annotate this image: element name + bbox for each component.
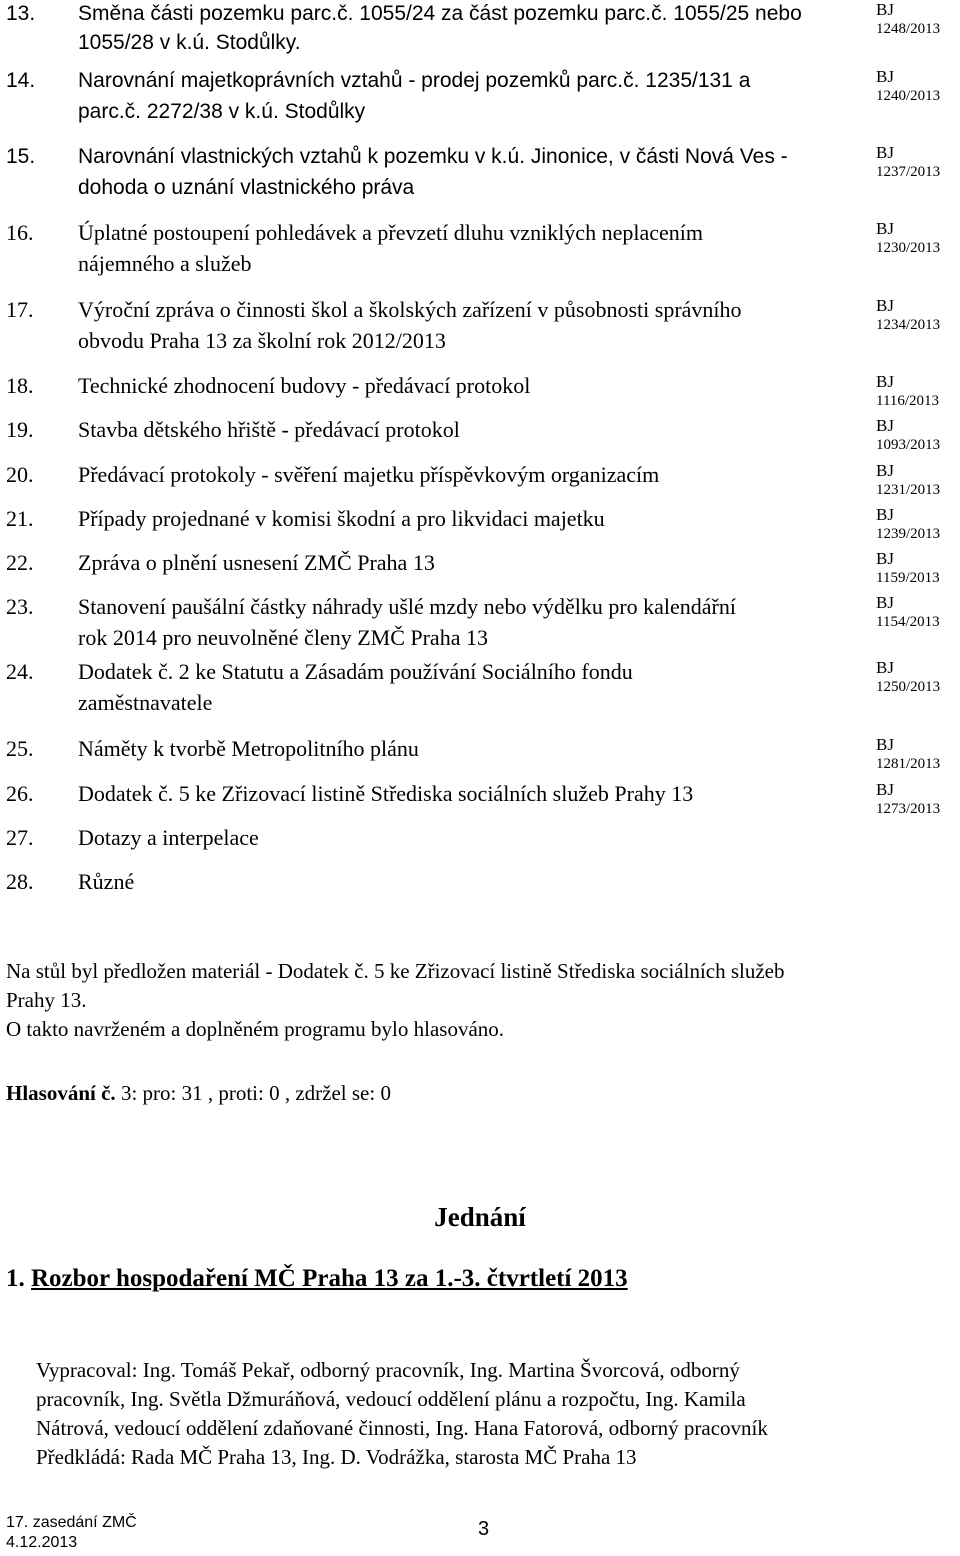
agenda-item bbox=[0, 824, 960, 850]
bj-label: BJ bbox=[876, 143, 894, 162]
bj-reference: 1239/2013 bbox=[876, 526, 941, 542]
item-number: 28. bbox=[6, 869, 34, 894]
bj-label: BJ bbox=[876, 735, 894, 754]
item-number: 21. bbox=[6, 506, 34, 531]
footer-date: 4.12.2013 bbox=[6, 1534, 78, 1551]
bj-reference: 1116/2013 bbox=[876, 393, 940, 409]
bj-label: BJ bbox=[876, 296, 894, 315]
item-number: 20. bbox=[6, 462, 34, 487]
item-number: 13. bbox=[6, 2, 36, 25]
item-number: 17. bbox=[6, 297, 34, 322]
item-number: 27. bbox=[6, 825, 34, 850]
note-line-3: O takto navrženém a doplněném programu bylo hlasováno. bbox=[6, 1017, 505, 1041]
bj-reference: 1248/2013 bbox=[876, 21, 941, 37]
bj-reference: 1240/2013 bbox=[876, 88, 941, 104]
bj-label: BJ bbox=[876, 505, 894, 524]
vote-label: Hlasování č. bbox=[6, 1081, 116, 1105]
section-number: 1. bbox=[6, 1265, 25, 1292]
bj-reference: 1231/2013 bbox=[876, 482, 941, 498]
item-text: parc.č. 2272/38 v k.ú. Stodůlky bbox=[78, 100, 366, 123]
bj-label: BJ bbox=[876, 461, 894, 480]
bj-reference: 1234/2013 bbox=[876, 317, 941, 333]
item-text: Výroční zpráva o činnosti škol a školských zařízení v působnosti správního bbox=[78, 297, 742, 322]
vote-result bbox=[6, 1079, 391, 1107]
note-line-2: Prahy 13. bbox=[6, 988, 87, 1012]
bj-label: BJ bbox=[876, 658, 894, 677]
item-number: 24. bbox=[6, 659, 34, 684]
item-number: 22. bbox=[6, 550, 34, 575]
item-number: 19. bbox=[6, 417, 34, 442]
agenda-item bbox=[0, 658, 960, 715]
bj-label: BJ bbox=[876, 780, 894, 799]
agenda-item bbox=[0, 416, 960, 453]
bj-label: BJ bbox=[876, 372, 894, 391]
item-text: Náměty k tvorbě Metropolitního plánu bbox=[78, 736, 419, 761]
agenda-item bbox=[0, 593, 960, 650]
item-text: zaměstnavatele bbox=[78, 690, 213, 715]
agenda-item bbox=[0, 219, 960, 276]
agenda-item bbox=[0, 0, 960, 54]
item-text: Předávací protokoly - svěření majetku příspěvkovým organizacím bbox=[78, 462, 660, 487]
bj-label: BJ bbox=[876, 593, 894, 612]
item-text: Dodatek č. 2 ke Statutu a Zásadám používání Sociálního fondu bbox=[78, 659, 633, 684]
bj-reference: 1154/2013 bbox=[876, 614, 940, 630]
item-number: 16. bbox=[6, 220, 34, 245]
bj-label: BJ bbox=[876, 0, 894, 19]
section-heading: Jednání bbox=[434, 1202, 526, 1232]
item-text: Stavba dětského hřiště - předávací protokol bbox=[78, 417, 460, 442]
agenda-section-title bbox=[6, 1265, 628, 1293]
footer-session: 17. zasedání ZMČ bbox=[6, 1514, 137, 1531]
bj-label: BJ bbox=[876, 67, 894, 86]
item-text: Dotazy a interpelace bbox=[78, 825, 259, 850]
authors-line-2: pracovník, Ing. Světla Džmuráňová, vedoucí oddělení plánu a rozpočtu, Ing. Kamila bbox=[36, 1387, 746, 1411]
item-number: 26. bbox=[6, 781, 34, 806]
item-number: 23. bbox=[6, 594, 34, 619]
agenda-item bbox=[0, 549, 960, 586]
item-text: Dodatek č. 5 ke Zřizovací listině Střediska sociálních služeb Prahy 13 bbox=[78, 781, 694, 806]
agenda-item bbox=[0, 461, 960, 498]
item-text: Případy projednané v komisi škodní a pro likvidaci majetku bbox=[78, 506, 605, 531]
agenda-item bbox=[0, 780, 960, 817]
agenda-item bbox=[0, 296, 960, 353]
bj-reference: 1237/2013 bbox=[876, 164, 941, 180]
agenda-item bbox=[0, 735, 960, 772]
authors-line-1: Vypracoval: Ing. Tomáš Pekař, odborný pracovník, Ing. Martina Švorcová, odborný bbox=[36, 1358, 740, 1382]
bj-reference: 1159/2013 bbox=[876, 570, 940, 586]
section-title: Rozbor hospodaření MČ Praha 13 za 1.-3. čtvrtletí 2013 bbox=[31, 1265, 628, 1292]
item-number: 15. bbox=[6, 145, 36, 168]
item-text: Zpráva o plnění usnesení ZMČ Praha 13 bbox=[78, 550, 435, 575]
item-text: dohoda o uznání vlastnického práva bbox=[78, 176, 415, 199]
item-number: 25. bbox=[6, 736, 34, 761]
bj-reference: 1281/2013 bbox=[876, 756, 941, 772]
agenda-item bbox=[0, 372, 960, 409]
item-number: 14. bbox=[6, 69, 36, 92]
vote-text: 3: pro: 31 , proti: 0 , zdržel se: 0 bbox=[115, 1081, 391, 1105]
bj-label: BJ bbox=[876, 549, 894, 568]
item-text: nájemného a služeb bbox=[78, 251, 252, 276]
agenda-item bbox=[0, 67, 960, 123]
item-text: obvodu Praha 13 za školní rok 2012/2013 bbox=[78, 328, 446, 353]
agenda-item bbox=[0, 143, 960, 199]
item-text: Různé bbox=[78, 869, 135, 894]
item-text: 1055/28 v k.ú. Stodůlky. bbox=[78, 31, 301, 54]
item-text: Narovnání vlastnických vztahů k pozemku v k.ú. Jinonice, v části Nová Ves - bbox=[78, 145, 788, 168]
item-text: Narovnání majetkoprávních vztahů - prodej pozemků parc.č. 1235/131 a bbox=[78, 69, 751, 92]
page-number: 3 bbox=[478, 1518, 490, 1540]
note-line-1: Na stůl byl předložen materiál - Dodatek č. 5 ke Zřizovací listině Střediska sociálních služeb bbox=[6, 959, 785, 983]
item-number: 18. bbox=[6, 373, 34, 398]
bj-label: BJ bbox=[876, 416, 894, 435]
bj-label: BJ bbox=[876, 219, 894, 238]
bj-reference: 1250/2013 bbox=[876, 679, 941, 695]
bj-reference: 1230/2013 bbox=[876, 240, 941, 256]
bj-reference: 1093/2013 bbox=[876, 437, 941, 453]
agenda-item bbox=[0, 505, 960, 542]
item-text: rok 2014 pro neuvolněné členy ZMČ Praha 13 bbox=[78, 625, 488, 650]
item-text: Směna části pozemku parc.č. 1055/24 za část pozemku parc.č. 1055/25 nebo bbox=[78, 2, 802, 25]
bj-reference: 1273/2013 bbox=[876, 801, 941, 817]
item-text: Úplatné postoupení pohledávek a převzetí dluhu vzniklých neplacením bbox=[78, 220, 703, 245]
item-text: Stanovení paušální částky náhrady ušlé mzdy nebo výdělku pro kalendářní bbox=[78, 594, 736, 619]
authors-line-3: Nátrová, vedoucí oddělení zdaňované činnosti, Ing. Hana Fatorová, odborný pracovník bbox=[36, 1416, 768, 1440]
submitter-line: Předkládá: Rada MČ Praha 13, Ing. D. Vodrážka, starosta MČ Praha 13 bbox=[36, 1445, 637, 1469]
item-text: Technické zhodnocení budovy - předávací protokol bbox=[78, 373, 531, 398]
agenda-item bbox=[0, 868, 960, 894]
